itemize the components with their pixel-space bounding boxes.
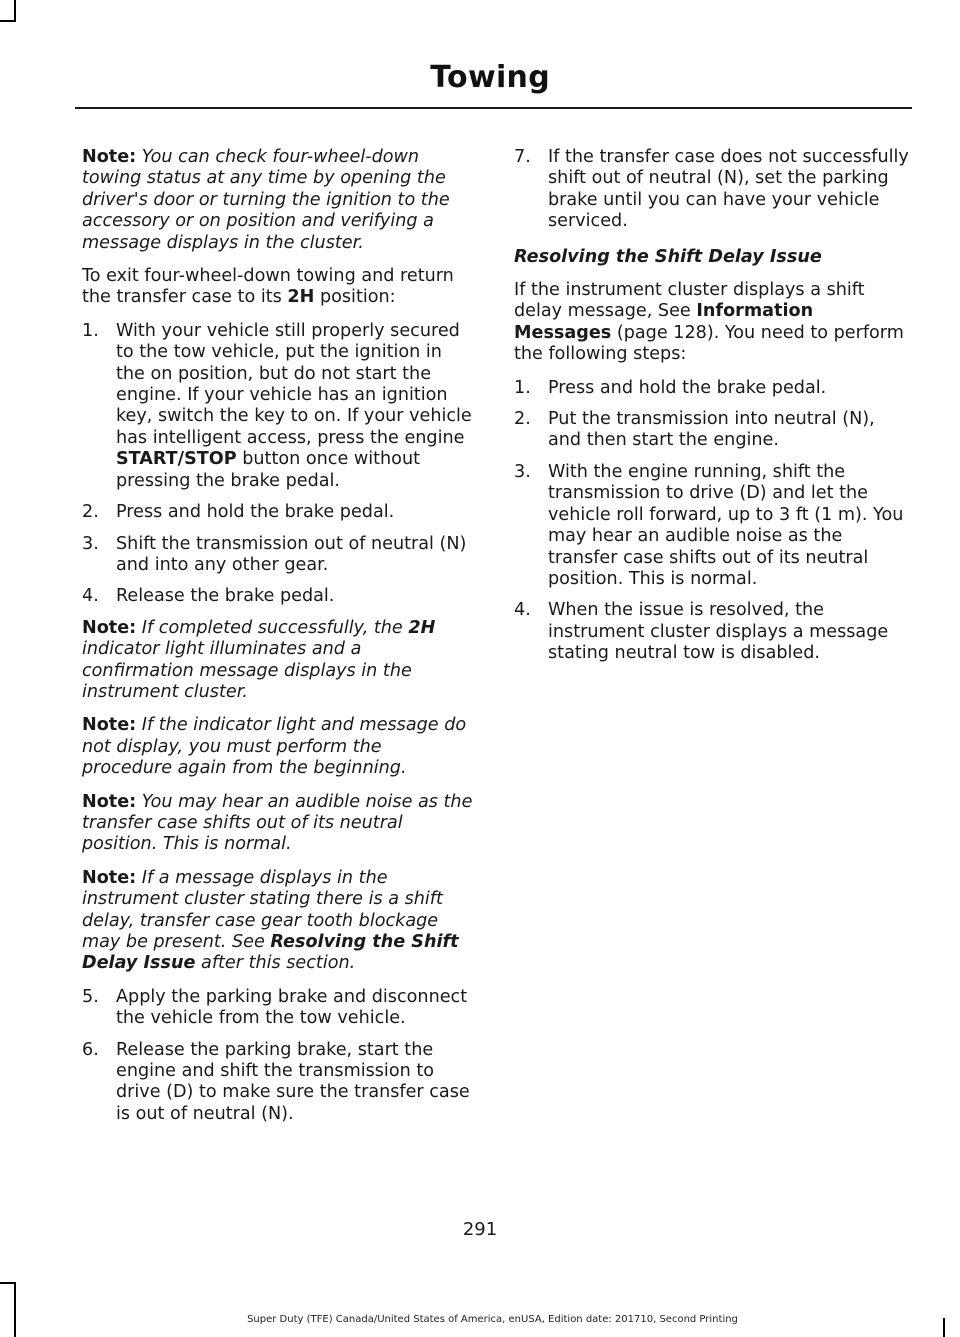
- list-item: 4. When the issue is resolved, the instrument cluster displays a message stating neutral tow is disabled.: [514, 600, 889, 664]
- list-item: 3. Shift the transmission out of neutral (N) and into any other gear.: [82, 533, 467, 575]
- note-shift-delay: Note: If a message displays in the instrument cluster stating there is a shift delay, transfer case gear tooth blockage may be present. See Resolving the Shift Delay Issue after this section.: [82, 867, 459, 974]
- right-column: [514, 147, 910, 675]
- header-rule: [75, 107, 912, 109]
- list-item: 3. With the engine running, shift the transmission to drive (D) and let the vehicle roll forward, up to 3 ft (1 m). You may hear an audible noise as the transfer case shifts out of its neutral position. This is normal.: [514, 461, 904, 589]
- page-title: Towing: [430, 60, 550, 95]
- page-number: 291: [462, 1219, 498, 1240]
- list-item: 1. With your vehicle still properly secured to the tow vehicle, put the ignition in the on position, but do not start the engine. If your vehicle has an ignition key, switch the key to on. If your vehicle has intelligent access, press the engine START/STOP button once without pressing the brake pedal.: [82, 320, 472, 491]
- note-four-wheel-status: Note: You can check four-wheel-down towing status at any time by opening the driver's door or turning the ignition to the accessory or on position and verifying a message displays in the cluster.: [82, 147, 450, 253]
- list-item: 6. Release the parking brake, start the engine and shift the transmission to drive (D) to make sure the transfer case is out of neutral (N).: [82, 1039, 470, 1124]
- note-completed-successfully: Note: If completed successfully, the 2H indicator light illuminates and a confirmation message displays in the instrument cluster.: [82, 617, 436, 702]
- list-item: 5. Apply the parking brake and disconnect the vehicle from the tow vehicle.: [82, 986, 468, 1029]
- shift-delay-link[interactable]: Resolving the Shift Delay Issue: [82, 932, 459, 974]
- list-item: 2. Put the transmission into neutral (N), and then start the engine.: [514, 409, 875, 451]
- left-column: [82, 147, 476, 1135]
- crop-mark-top-left-v: [14, 0, 16, 22]
- crop-mark-bottom-left-v: [14, 1282, 16, 1337]
- information-messages-link[interactable]: Information Messages: [514, 301, 814, 343]
- list-item: 2. Press and hold the brake pedal.: [82, 502, 395, 523]
- footer-edition-info: Super Duty (TFE) Canada/United States of America, enUSA, Edition date: 201710, Second Printing: [247, 1314, 738, 1325]
- exit-towing-intro: To exit four-wheel-down towing and return the transfer case to its 2H position:: [82, 266, 454, 308]
- note-indicator-not-displayed: Note: If the indicator light and message do not display, you must perform the procedure again from the beginning.: [82, 715, 467, 779]
- list-item: 7. If the transfer case does not successfully shift out of neutral (N), set the parking brake until you can have your vehicle serviced.: [514, 147, 909, 232]
- crop-mark-bottom-left-h: [0, 1282, 16, 1284]
- list-item: 4. Release the brake pedal.: [82, 586, 335, 607]
- crop-mark-top-left-h: [0, 20, 16, 22]
- note-audible-noise: Note: You may hear an audible noise as the transfer case shifts out of its neutral position. This is normal.: [82, 791, 473, 855]
- section-heading: Resolving the Shift Delay Issue: [514, 246, 822, 267]
- list-item: 1. Press and hold the brake pedal.: [514, 377, 827, 398]
- shift-delay-intro: If the instrument cluster displays a shift delay message, See Information Messages (page 128). You need to perform the following steps:: [514, 280, 904, 365]
